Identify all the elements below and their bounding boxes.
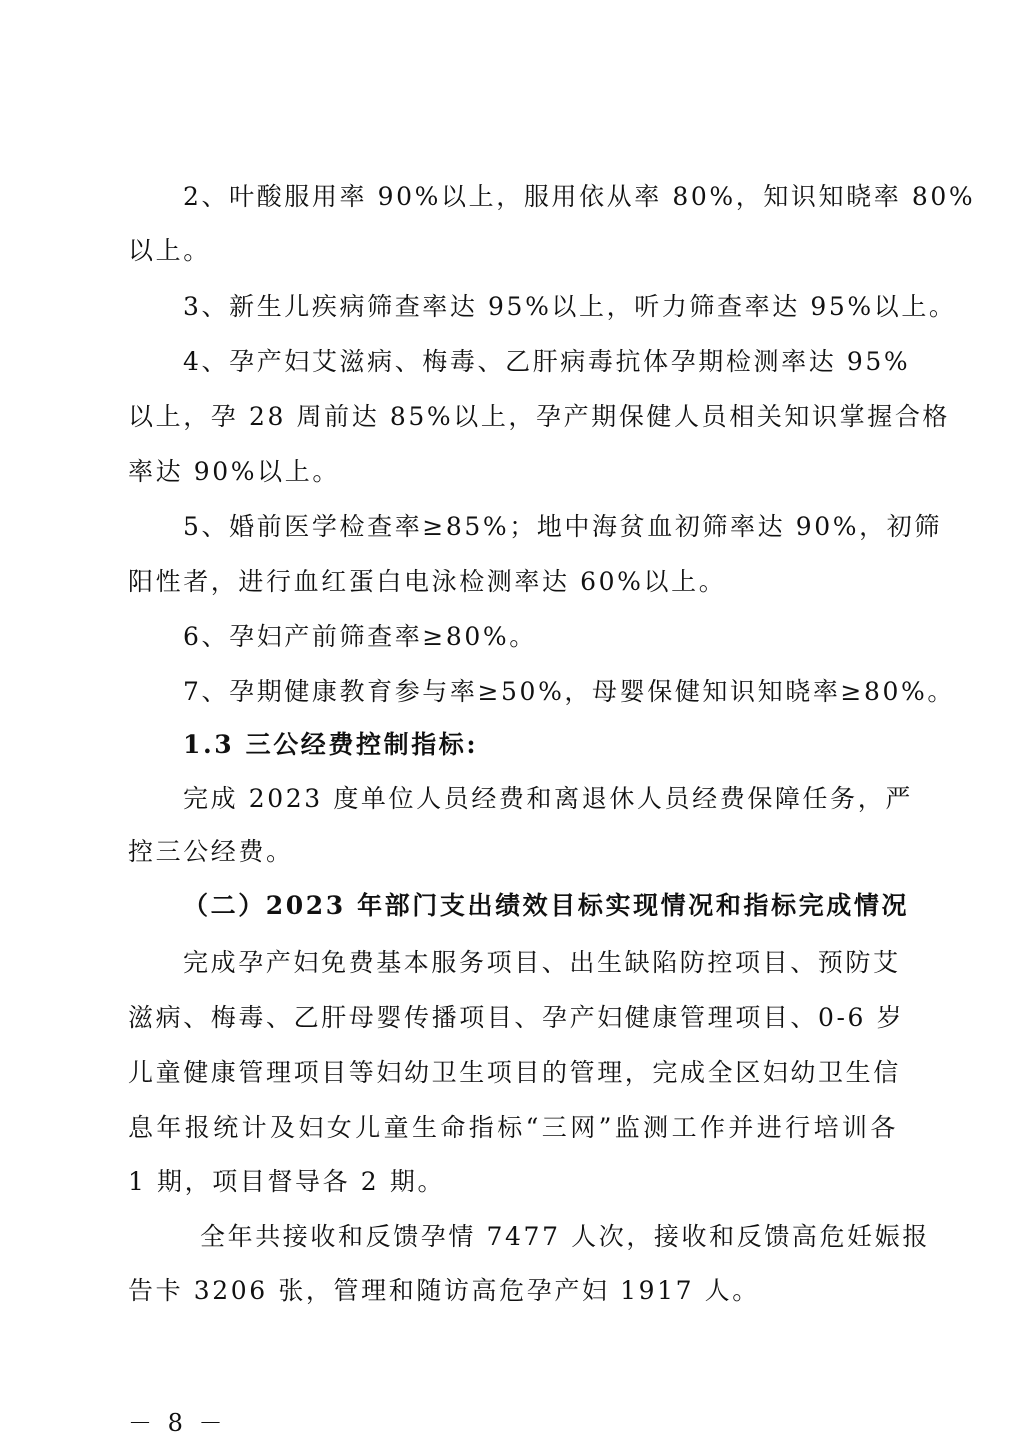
goal-3-line: 3、新生儿疾病筛查率达 95%以上，听力筛查率达 95%以上。 xyxy=(183,292,957,321)
goal-4-line-3: 率达 90%以上。 xyxy=(128,457,340,486)
page-number: － 8 － xyxy=(128,1409,227,1437)
goal-7-line: 7、孕期健康教育参与率≥50%，母婴保健知识知晓率≥80%。 xyxy=(183,677,955,706)
goal-5-line-1: 5、婚前医学检查率≥85%；地中海贫血初筛率达 90%，初筛 xyxy=(183,512,942,541)
paragraph-3-line-2: 告卡 3206 张，管理和随访高危孕产妇 1917 人。 xyxy=(128,1276,760,1305)
paragraph-2-line-4: 息年报统计及妇女儿童生命指标“三网”监测工作并进行培训各 xyxy=(128,1113,898,1142)
goal-2-line-1: 2、叶酸服用率 90%以上，服用依从率 80%，知识知晓率 80% xyxy=(183,182,976,211)
section-heading-1-3: 1.3 三公经费控制指标: xyxy=(183,730,479,759)
goal-5-line-2: 阳性者，进行血红蛋白电泳检测率达 60%以上。 xyxy=(128,567,727,596)
section-heading-2: （二）2023 年部门支出绩效目标实现情况和指标完成情况 xyxy=(183,891,910,920)
paragraph-1-3-line-1: 完成 2023 度单位人员经费和离退休人员经费保障任务，严 xyxy=(183,784,913,813)
goal-4-line-1: 4、孕产妇艾滋病、梅毒、乙肝病毒抗体孕期检测率达 95% xyxy=(183,347,911,376)
goal-6-line: 6、孕妇产前筛查率≥80%。 xyxy=(183,622,537,651)
paragraph-1-3-line-2: 控三公经费。 xyxy=(128,837,294,866)
goal-4-line-2: 以上，孕 28 周前达 85%以上，孕产期保健人员相关知识掌握合格 xyxy=(128,402,951,431)
paragraph-2-line-5: 1 期，项目督导各 2 期。 xyxy=(128,1167,446,1196)
goal-2-line-2: 以上。 xyxy=(128,236,211,265)
paragraph-2-line-2: 滋病、梅毒、乙肝母婴传播项目、孕产妇健康管理项目、0-6 岁 xyxy=(128,1003,905,1032)
paragraph-3-line-1: 全年共接收和反馈孕情 7477 人次，接收和反馈高危妊娠报 xyxy=(200,1222,930,1251)
paragraph-2-line-1: 完成孕产妇免费基本服务项目、出生缺陷防控项目、预防艾 xyxy=(183,948,901,977)
paragraph-2-line-3: 儿童健康管理项目等妇幼卫生项目的管理，完成全区妇幼卫生信 xyxy=(128,1058,901,1087)
